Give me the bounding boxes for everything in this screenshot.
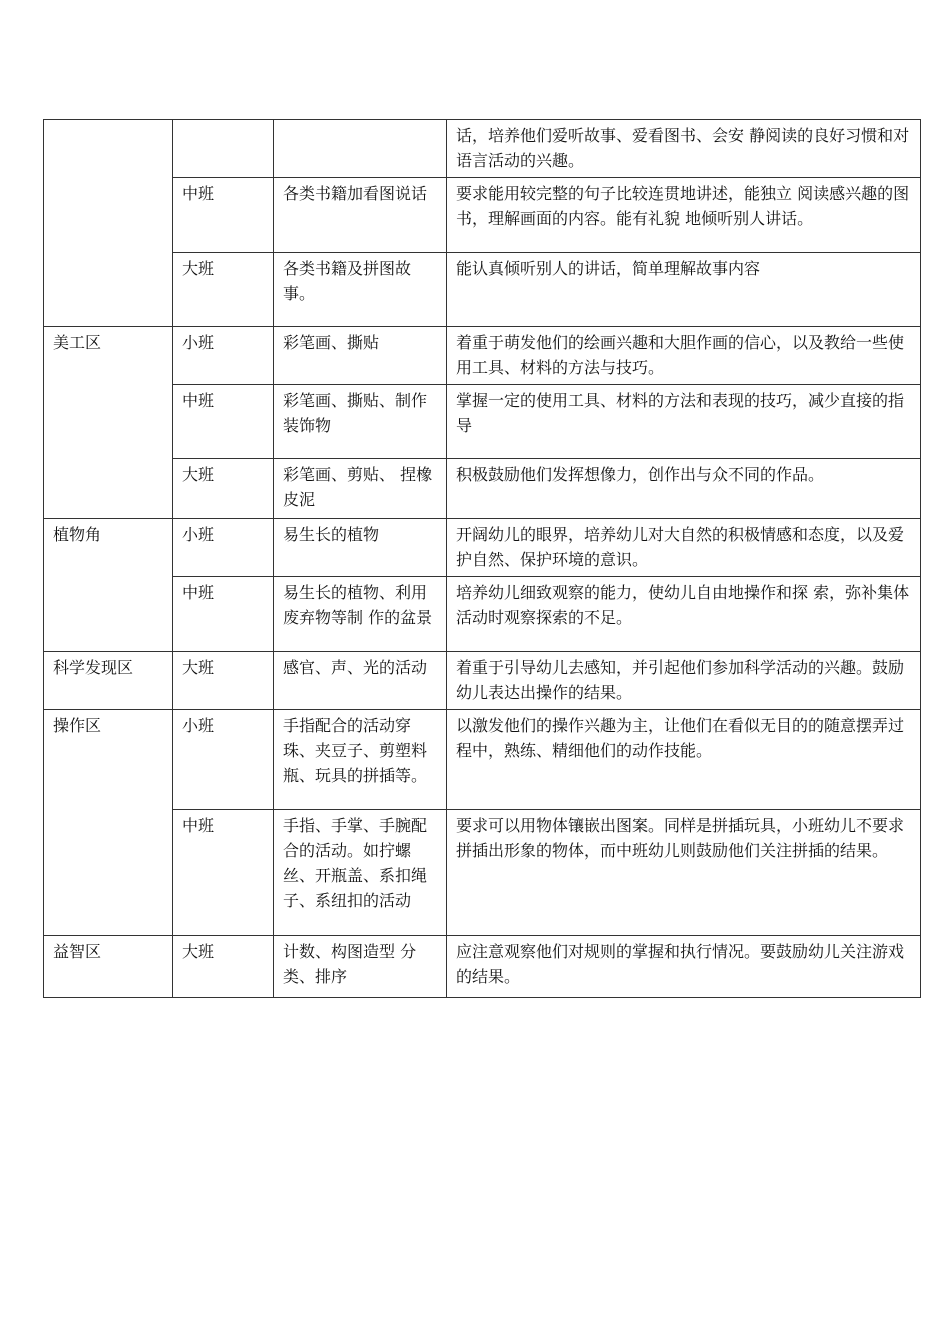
grade-cell: 小班 (173, 710, 274, 810)
material-cell: 彩笔画、撕贴、制作装饰物 (274, 385, 447, 459)
material-cell: 手指、手掌、手腕配合的活动。如拧螺丝、开瓶盖、系扣绳子、系纽扣的活动 (274, 810, 447, 936)
grade-cell: 小班 (173, 519, 274, 577)
material-cell: 易生长的植物 (274, 519, 447, 577)
grade-cell: 大班 (173, 936, 274, 998)
grade-cell: 中班 (173, 577, 274, 652)
table-row (44, 519, 921, 577)
table-row (44, 652, 921, 710)
material-cell: 易生长的植物、利用废弃物等制 作的盆景 (274, 577, 447, 652)
goal-cell: 能认真倾听别人的讲话，简单理解故事内容 (447, 253, 921, 327)
goal-cell: 要求能用较完整的句子比较连贯地讲述，能独立 阅读感兴趣的图书，理解画面的内容。能有礼貌 地倾听别人讲话。 (447, 178, 921, 253)
goal-cell: 积极鼓励他们发挥想像力，创作出与众不同的作品。 (447, 459, 921, 519)
grade-cell: 中班 (173, 385, 274, 459)
goal-cell: 开阔幼儿的眼界，培养幼儿对大自然的积极情感和态度，以及爱护自然、保护环境的意识。 (447, 519, 921, 577)
area-cell: 科学发现区 (44, 652, 173, 710)
area-cell (44, 120, 173, 327)
table-row (44, 810, 921, 936)
table-row (44, 327, 921, 385)
grade-cell: 小班 (173, 327, 274, 385)
table-row (44, 710, 921, 810)
table-row (44, 253, 921, 327)
material-cell: 感官、声、光的活动 (274, 652, 447, 710)
grade-cell: 大班 (173, 253, 274, 327)
material-cell: 各类书籍及拼图故事。 (274, 253, 447, 327)
goal-cell: 着重于引导幼儿去感知，并引起他们参加科学活动的兴趣。鼓励幼儿表达出操作的结果。 (447, 652, 921, 710)
material-cell (274, 120, 447, 178)
goal-cell: 话，培养他们爱听故事、爱看图书、会安 静阅读的良好习惯和对语言活动的兴趣。 (447, 120, 921, 178)
grade-cell: 中班 (173, 178, 274, 253)
grade-cell: 大班 (173, 459, 274, 519)
area-cell: 操作区 (44, 710, 173, 936)
activity-area-table (43, 119, 921, 998)
table-row (44, 459, 921, 519)
table-row (44, 936, 921, 998)
area-cell: 美工区 (44, 327, 173, 519)
goal-cell: 应注意观察他们对规则的掌握和执行情况。要鼓励幼儿关注游戏的结果。 (447, 936, 921, 998)
goal-cell: 着重于萌发他们的绘画兴趣和大胆作画的信心，以及教给一些使用工具、材料的方法与技巧。 (447, 327, 921, 385)
table-row (44, 385, 921, 459)
material-cell: 各类书籍加看图说话 (274, 178, 447, 253)
material-cell: 计数、构图造型 分类、排序 (274, 936, 447, 998)
area-cell: 植物角 (44, 519, 173, 652)
table-row (44, 178, 921, 253)
material-cell: 彩笔画、剪贴、 捏橡皮泥 (274, 459, 447, 519)
goal-cell: 培养幼儿细致观察的能力，使幼儿自由地操作和探 索，弥补集体活动时观察探索的不足。 (447, 577, 921, 652)
table-row (44, 120, 921, 178)
grade-cell (173, 120, 274, 178)
material-cell: 手指配合的活动穿珠、夹豆子、剪塑料瓶、玩具的拼插等。 (274, 710, 447, 810)
goal-cell: 以激发他们的操作兴趣为主，让他们在看似无目的的随意摆弄过程中，熟练、精细他们的动作技能。 (447, 710, 921, 810)
goal-cell: 掌握一定的使用工具、材料的方法和表现的技巧，减少直接的指导 (447, 385, 921, 459)
grade-cell: 中班 (173, 810, 274, 936)
table-row (44, 577, 921, 652)
grade-cell: 大班 (173, 652, 274, 710)
material-cell: 彩笔画、撕贴 (274, 327, 447, 385)
area-cell: 益智区 (44, 936, 173, 998)
goal-cell: 要求可以用物体镶嵌出图案。同样是拼插玩具，小班幼儿不要求拼插出形象的物体，而中班幼儿则鼓励他们关注拼插的结果。 (447, 810, 921, 936)
